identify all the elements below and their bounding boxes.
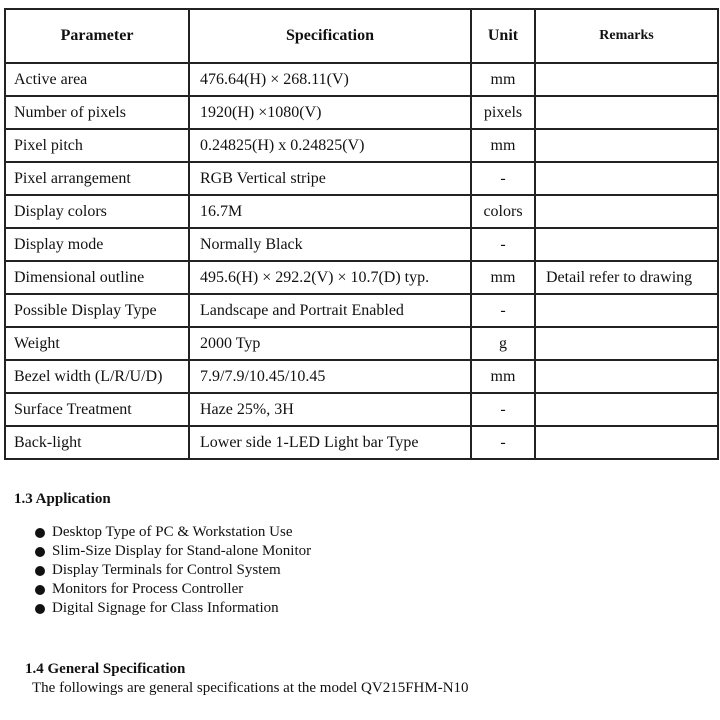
bullet-icon bbox=[35, 585, 45, 595]
cell-remarks bbox=[535, 129, 718, 162]
table-row bbox=[5, 360, 718, 393]
cell-parameter: Number of pixels bbox=[5, 96, 189, 129]
cell-specification: 1920(H) ×1080(V) bbox=[189, 96, 471, 129]
table-row bbox=[5, 129, 718, 162]
cell-remarks bbox=[535, 228, 718, 261]
cell-parameter: Surface Treatment bbox=[5, 393, 189, 426]
cell-remarks bbox=[535, 195, 718, 228]
cell-unit: - bbox=[471, 294, 535, 327]
list-item bbox=[35, 561, 311, 580]
cell-unit: mm bbox=[471, 129, 535, 162]
list-item bbox=[35, 542, 311, 561]
cell-specification: Landscape and Portrait Enabled bbox=[189, 294, 471, 327]
header-unit: Unit bbox=[471, 9, 535, 63]
general-spec-description: The followings are general specifications at the model QV215FHM-N10 bbox=[32, 680, 469, 696]
spec-table bbox=[4, 8, 719, 460]
cell-unit: mm bbox=[471, 63, 535, 96]
table-row bbox=[5, 195, 718, 228]
cell-specification: Haze 25%, 3H bbox=[189, 393, 471, 426]
cell-unit: - bbox=[471, 393, 535, 426]
list-item bbox=[35, 580, 311, 599]
cell-parameter: Back-light bbox=[5, 426, 189, 459]
table-row bbox=[5, 63, 718, 96]
application-list bbox=[35, 523, 311, 618]
cell-specification: RGB Vertical stripe bbox=[189, 162, 471, 195]
header-specification: Specification bbox=[189, 9, 471, 63]
table-row bbox=[5, 261, 718, 294]
list-item-label: Desktop Type of PC & Workstation Use bbox=[52, 524, 293, 540]
cell-parameter: Dimensional outline bbox=[5, 261, 189, 294]
cell-remarks bbox=[535, 96, 718, 129]
bullet-icon bbox=[35, 528, 45, 538]
list-item-label: Slim-Size Display for Stand-alone Monitor bbox=[52, 543, 312, 559]
cell-parameter: Weight bbox=[5, 327, 189, 360]
table-row bbox=[5, 393, 718, 426]
cell-parameter: Pixel arrangement bbox=[5, 162, 189, 195]
list-item-label: Monitors for Process Controller bbox=[52, 581, 244, 597]
cell-unit: - bbox=[471, 162, 535, 195]
cell-parameter: Pixel pitch bbox=[5, 129, 189, 162]
cell-specification: 7.9/7.9/10.45/10.45 bbox=[189, 360, 471, 393]
cell-remarks bbox=[535, 294, 718, 327]
cell-parameter: Active area bbox=[5, 63, 189, 96]
header-remarks: Remarks bbox=[535, 9, 718, 63]
list-item bbox=[35, 599, 311, 618]
cell-unit: mm bbox=[471, 360, 535, 393]
cell-remarks bbox=[535, 63, 718, 96]
cell-remarks bbox=[535, 162, 718, 195]
cell-unit: mm bbox=[471, 261, 535, 294]
cell-remarks bbox=[535, 393, 718, 426]
spec-table-body bbox=[5, 63, 718, 459]
cell-unit: colors bbox=[471, 195, 535, 228]
cell-unit: pixels bbox=[471, 96, 535, 129]
bullet-icon bbox=[35, 547, 45, 557]
bullet-icon bbox=[35, 566, 45, 576]
cell-remarks bbox=[535, 360, 718, 393]
cell-parameter: Bezel width (L/R/U/D) bbox=[5, 360, 189, 393]
cell-unit: g bbox=[471, 327, 535, 360]
cell-parameter: Display colors bbox=[5, 195, 189, 228]
cell-remarks bbox=[535, 327, 718, 360]
table-row bbox=[5, 228, 718, 261]
cell-remarks bbox=[535, 426, 718, 459]
list-item bbox=[35, 523, 311, 542]
cell-specification: 495.6(H) × 292.2(V) × 10.7(D) typ. bbox=[189, 261, 471, 294]
cell-parameter: Possible Display Type bbox=[5, 294, 189, 327]
list-item-label: Digital Signage for Class Information bbox=[52, 600, 279, 616]
cell-specification: Lower side 1-LED Light bar Type bbox=[189, 426, 471, 459]
header-parameter: Parameter bbox=[5, 9, 189, 63]
cell-remarks: Detail refer to drawing bbox=[535, 261, 718, 294]
table-row bbox=[5, 426, 718, 459]
table-header-row bbox=[5, 9, 718, 63]
cell-unit: - bbox=[471, 426, 535, 459]
bullet-icon bbox=[35, 604, 45, 614]
application-section-title: 1.3 Application bbox=[14, 491, 111, 507]
cell-specification: 0.24825(H) x 0.24825(V) bbox=[189, 129, 471, 162]
table-row bbox=[5, 96, 718, 129]
list-item-label: Display Terminals for Control System bbox=[52, 562, 281, 578]
cell-specification: Normally Black bbox=[189, 228, 471, 261]
cell-specification: 476.64(H) × 268.11(V) bbox=[189, 63, 471, 96]
table-row bbox=[5, 162, 718, 195]
cell-unit: - bbox=[471, 228, 535, 261]
table-row bbox=[5, 294, 718, 327]
general-spec-section-title: 1.4 General Specification bbox=[25, 661, 186, 677]
table-row bbox=[5, 327, 718, 360]
cell-specification: 2000 Typ bbox=[189, 327, 471, 360]
cell-parameter: Display mode bbox=[5, 228, 189, 261]
cell-specification: 16.7M bbox=[189, 195, 471, 228]
